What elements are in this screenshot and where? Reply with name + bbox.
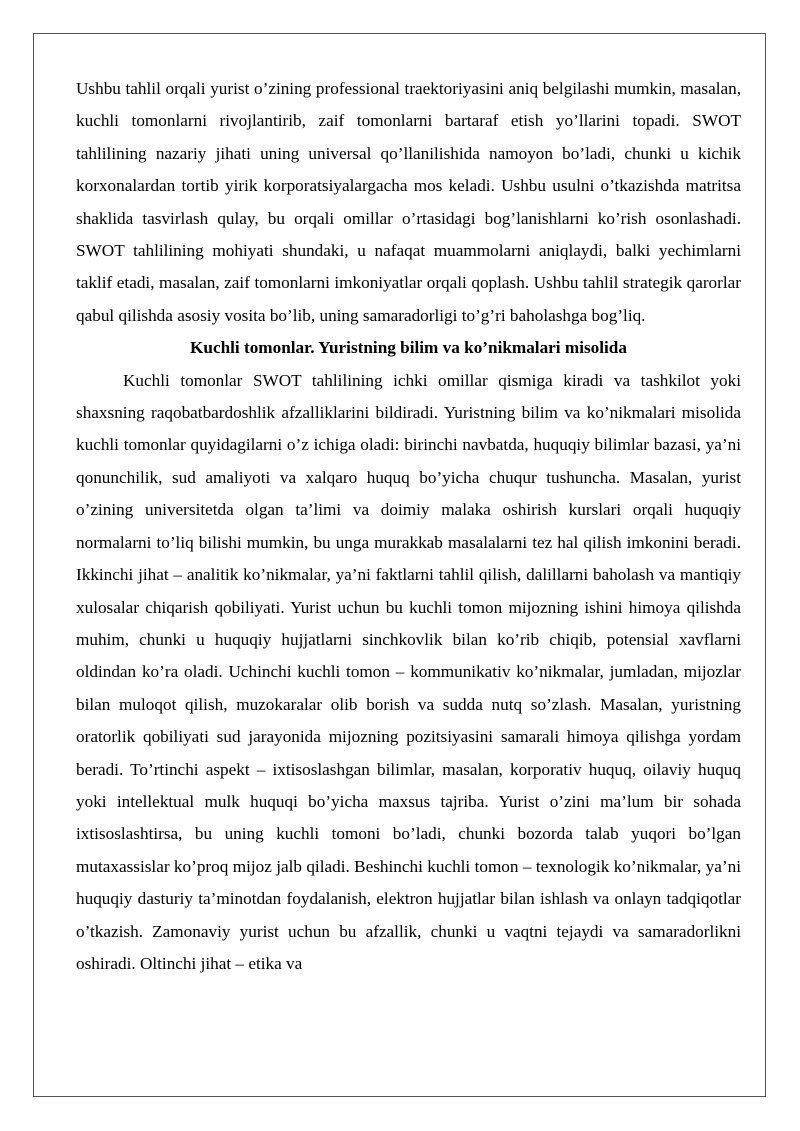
- section-heading: Kuchli tomonlar. Yuristning bilim va ko’nikmalari misolida: [190, 338, 627, 358]
- paragraph-strengths: Kuchli tomonlar SWOT tahlilining ichki omillar qismiga kiradi va tashkilot yoki shaxsning raqobatbardoshlik afzalliklarini bildiradi. Yuristning bilim va ko’nikmalari misolida kuchli tomonlar quyidagilarni o’z ichiga oladi: birinchi navbatda, huquqiy bilimlar bazasi, ya’ni qonunchilik, sud amaliyoti va xalqaro huquq bo’yicha chuqur tushuncha. Masalan, yurist o’zining universitetda olgan ta’limi va doimiy malaka oshirish kurslari orqali huquqiy normalarni to’liq bilishi mumkin, bu unga murakkab masalalarni tez hal qilish imkonini beradi. Ikkinchi jihat – analitik ko’nikmalar, ya’ni faktlarni tahlil qilish, dalillarni baholash va mantiqiy xulosalar chiqarish qobiliyati. Yurist uchun bu kuchli tomon mijozning ishini himoya qilishda muhim, chunki u huquqiy hujjatlarni sinchkovlik bilan ko’rib chiqib, potensial xavflarni oldindan ko’ra oladi. Uchinchi kuchli tomon – kommunikativ ko’nikmalar, jumladan, mijozlar bilan muloqot qilish, muzokaralar olib borish va sudda nutq so’zlash. Masalan, yuristning oratorlik qobiliyati sud jarayonida mijozning pozitsiyasini samarali himoya qilishga yordam beradi. To’rtinchi aspekt – ixtisoslashgan bilimlar, masalan, korporativ huquq, oilaviy huquq yoki intellektual mulk huquqi bo’yicha maxsus tajriba. Yurist o’zini ma’lum bir sohada ixtisoslashtirsa, bu uning kuchli tomoni bo’ladi, chunki bozorda talab yuqori bo’lgan mutaxassislar ko’proq mijoz jalb qiladi. Beshinchi kuchli tomon – texnologik ko’nikmalar, ya’ni huquqiy dasturiy ta’minotdan foydalanish, elektron hujjatlar bilan ishlash va onlayn tadqiqotlar o’tkazish. Zamonaviy yurist uchun bu afzallik, chunki u vaqtni tejaydi va samaradorlikni oshiradi. Oltinchi jihat – etika va: [76, 370, 741, 973]
- document-body: [76, 73, 741, 980]
- paragraph-intro: Ushbu tahlil orqali yurist o’zining professional traektoriyasini aniq belgilashi mumkin, masalan, kuchli tomonlarni rivojlantirib, zaif tomonlarni bartaraf etish yo’llarini topadi. SWOT tahlilining nazariy jihati uning universal qo’llanilishida namoyon bo’ladi, chunki u kichik korxonalardan tortib yirik korporatsiyalargacha mos keladi. Ushbu usulni o’tkazishda matritsa shaklida tasvirlash qulay, bu orqali omillar o’rtasidagi bog’lanishlarni ko’rish osonlashadi. SWOT tahlilining mohiyati shundaki, u nafaqat muammolarni aniqlaydi, balki yechimlarni taklif etadi, masalan, zaif tomonlarni imkoniyatlar orqali qoplash. Ushbu tahlil strategik qarorlar qabul qilishda asosiy vosita bo’lib, uning samaradorligi to’g’ri baholashga bog’liq.: [76, 79, 741, 325]
